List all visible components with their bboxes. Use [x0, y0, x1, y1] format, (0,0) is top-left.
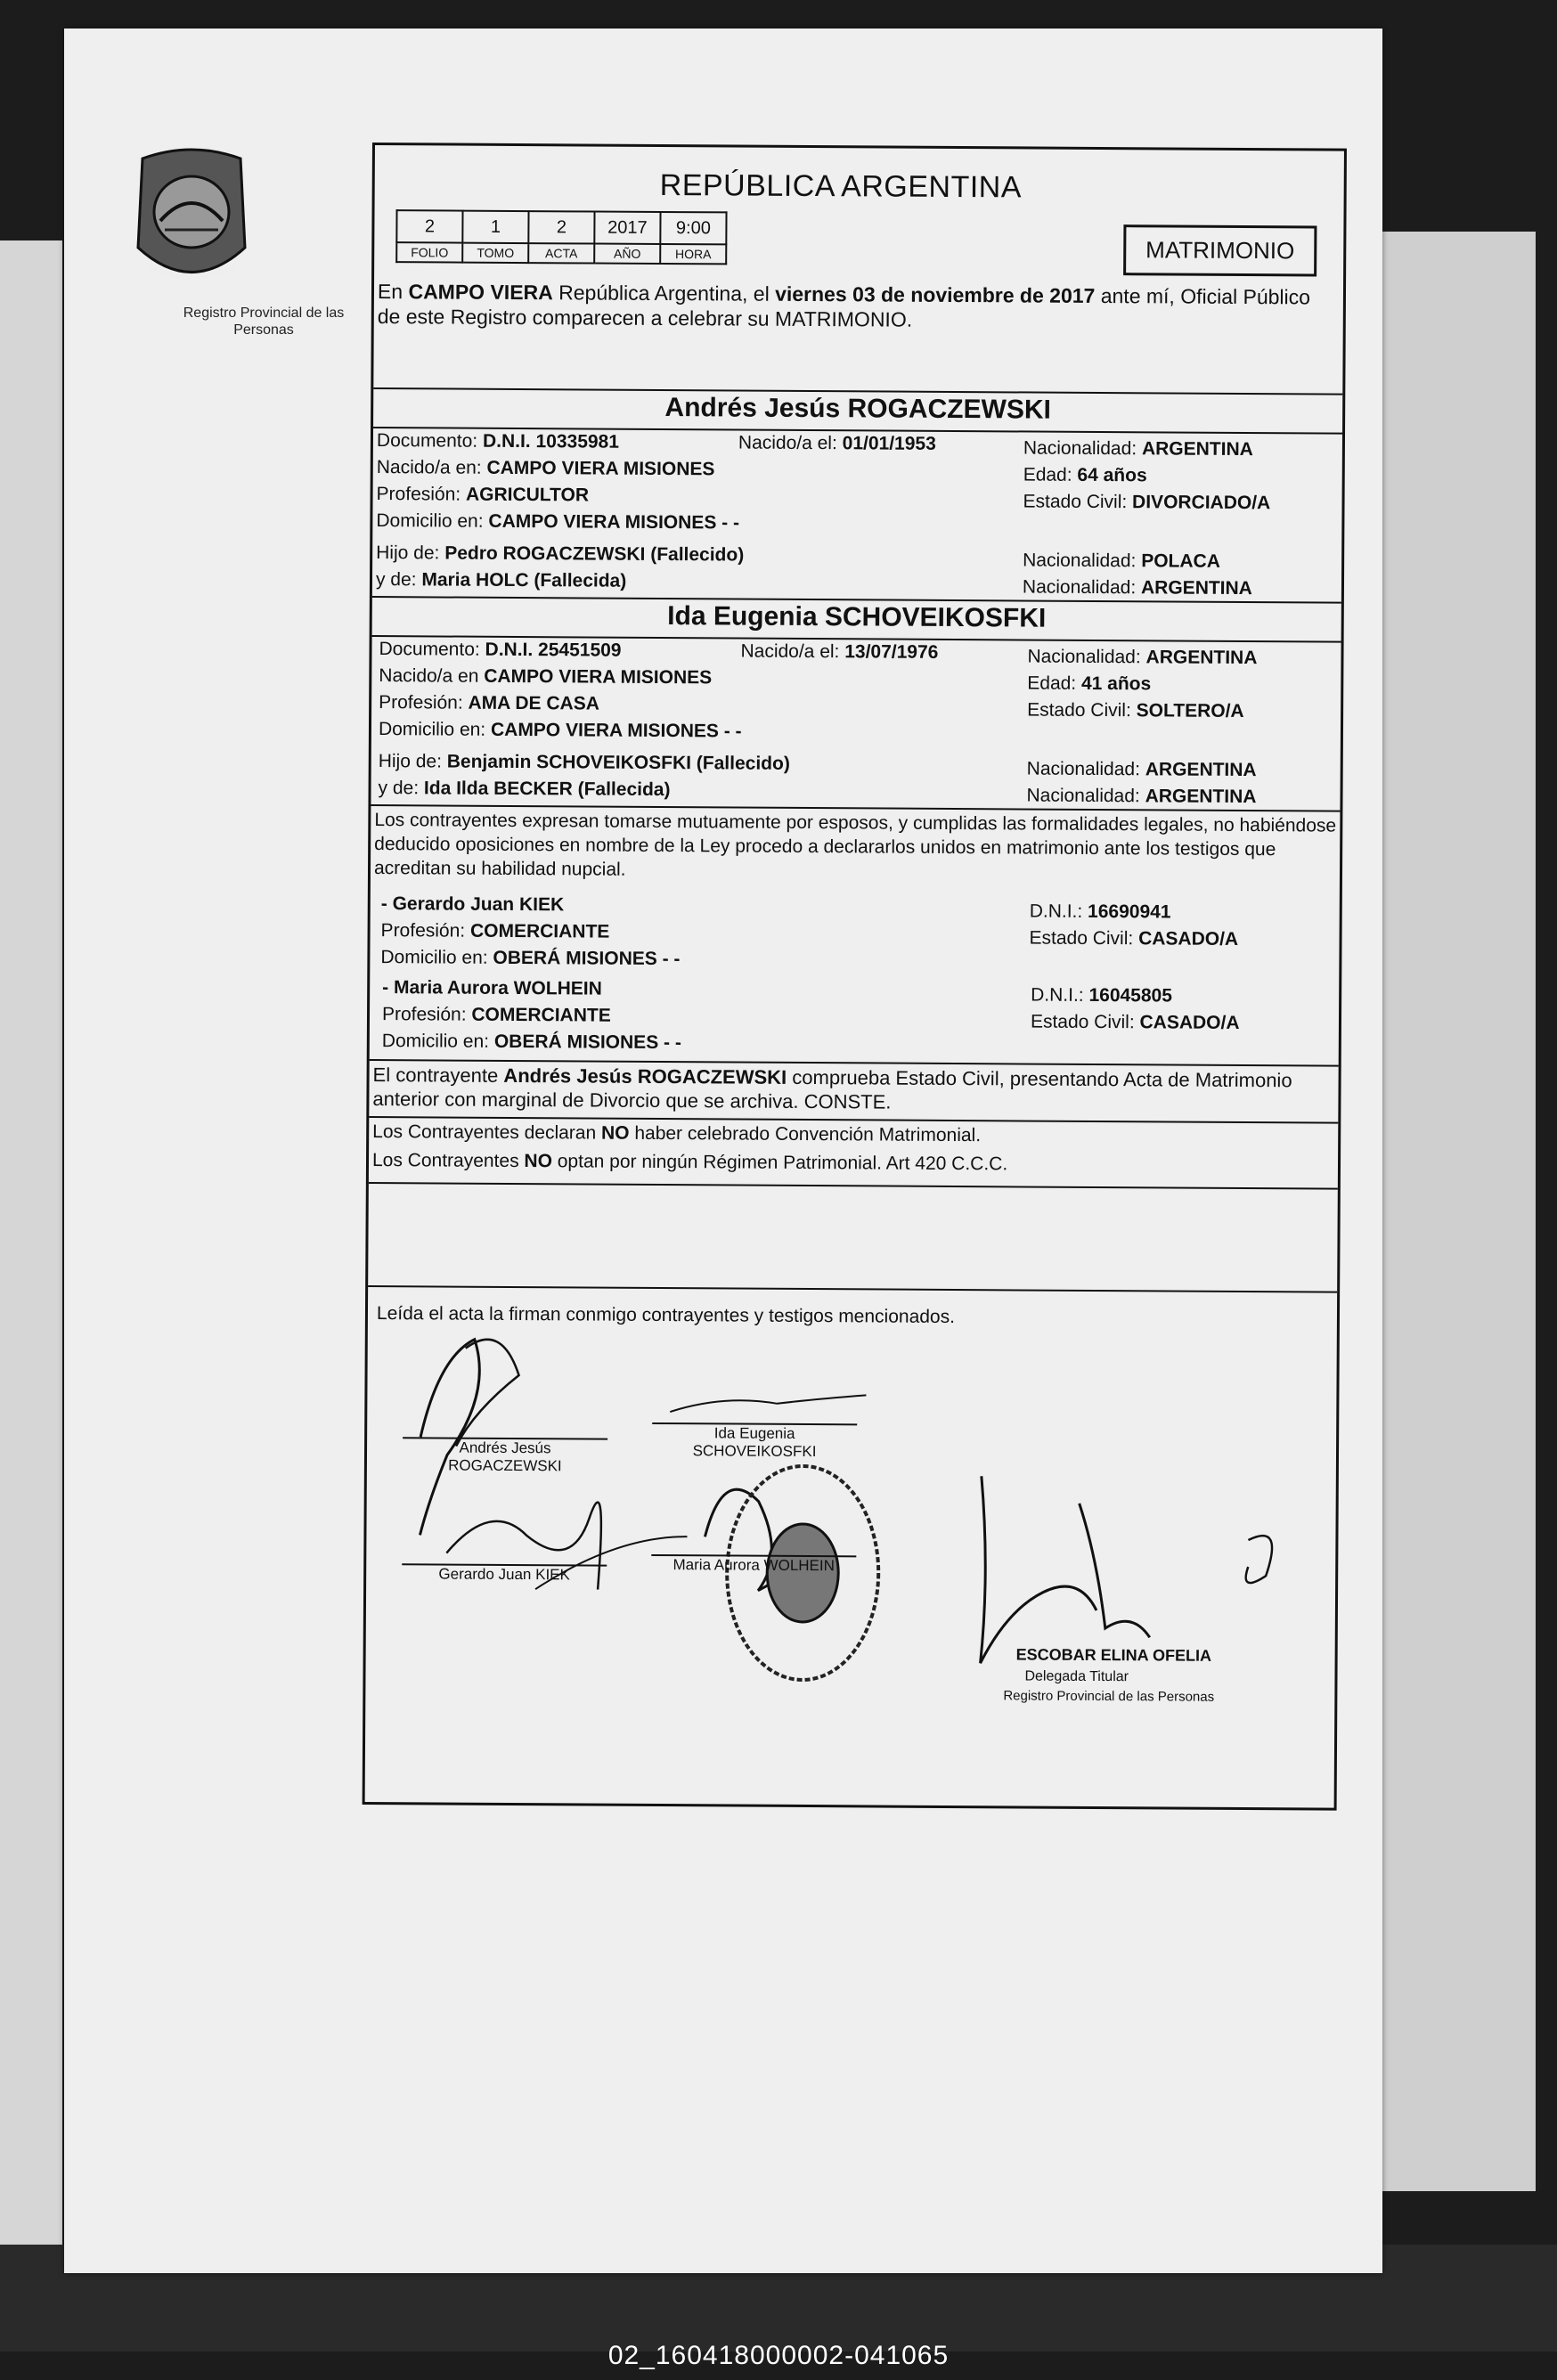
bride-age: Edad: 41 años: [1027, 672, 1152, 695]
groom-address: Domicilio en: CAMPO VIERA MISIONES - -: [376, 510, 740, 534]
witness2-name: - Maria Aurora WOLHEIN: [382, 977, 602, 999]
groom-nationality: Nacionalidad: ARGENTINA: [1023, 437, 1253, 461]
file-id: 02_160418000002-041065: [607, 2341, 950, 2370]
witness1-civil-status: Estado Civil: CASADO/A: [1029, 927, 1239, 950]
officer-stamp-role: Delegada Titular: [1024, 1668, 1129, 1685]
bride-document: Documento: D.N.I. 25451509: [379, 639, 622, 661]
acta-value: 2: [528, 211, 594, 243]
witness1-name: - Gerardo Juan KIEK: [380, 893, 565, 916]
bride-address: Domicilio en: CAMPO VIERA MISIONES - -: [378, 719, 742, 742]
country-title: REPÚBLICA ARGENTINA: [659, 167, 1023, 205]
hora-value: 9:00: [660, 212, 726, 244]
groom-birthplace: Nacido/a en: CAMPO VIERA MISIONES: [376, 457, 715, 480]
misiones-seal-logo: [125, 141, 258, 301]
bride-civil-status: Estado Civil: SOLTERO/A: [1027, 699, 1244, 721]
witness2-dni: D.N.I.: 16045805: [1031, 984, 1173, 1007]
tomo-value: 1: [462, 211, 528, 243]
witness2-signature-name: Maria Aurora WOLHEIN: [673, 1556, 835, 1575]
ano-label: AÑO: [594, 244, 660, 264]
regime-note: Los Contrayentes NO optan por ningún Régimen Patrimonial. Art 420 C.C.C.: [371, 1150, 1008, 1175]
groom-birth-date: Nacido/a el: 01/01/1953: [738, 432, 936, 454]
groom-document: Documento: D.N.I. 10335981: [376, 430, 620, 452]
groom-profession: Profesión: AGRICULTOR: [376, 484, 590, 506]
witness1-signature-name: Gerardo Juan KIEK: [438, 1565, 570, 1584]
bride-profession: Profesión: AMA DE CASA: [379, 692, 600, 714]
witness2-profession: Profesión: COMERCIANTE: [381, 1004, 611, 1026]
bride-father: Hijo de: Benjamin SCHOVEIKOSFKI (Fallecido): [378, 751, 790, 774]
bride-birthplace: Nacido/a en CAMPO VIERA MISIONES: [379, 665, 713, 689]
background-book-left: [0, 240, 62, 2280]
folio-label: FOLIO: [396, 242, 462, 262]
groom-age: Edad: 64 años: [1023, 464, 1147, 486]
groom-civil-status: Estado Civil: DIVORCIADO/A: [1023, 491, 1271, 514]
bride-mother-nationality: Nacionalidad: ARGENTINA: [1026, 785, 1257, 808]
convention-note: Los Contrayentes declaran NO haber celebrado Convención Matrimonial.: [372, 1121, 982, 1146]
witness1-profession: Profesión: COMERCIANTE: [380, 920, 610, 942]
bride-birth-date: Nacido/a el: 13/07/1976: [740, 640, 939, 663]
tomo-label: TOMO: [462, 243, 528, 263]
officer-stamp-name: ESCOBAR ELINA OFELIA: [1015, 1645, 1212, 1665]
bride-name: Ida Eugenia SCHOVEIKOSFKI: [667, 601, 1047, 633]
act-frame: [363, 143, 1347, 1811]
groom-mother: y de: Maria HOLC (Fallecida): [375, 569, 627, 591]
witness2-address: Domicilio en: OBERÁ MISIONES - -: [381, 1031, 681, 1054]
groom-name: Andrés Jesús ROGACZEWSKI: [664, 393, 1051, 425]
act-type-box: MATRIMONIO: [1123, 224, 1317, 276]
ceremony-text: Los contrayentes expresan tomarse mutuamente por esposos, y cumplidas las formalidades legales, no habiéndose deducido oposiciones en nombre de la Ley procedo a declararlos unidos en matrimonio ante los testigos que acreditan su habilidad nupcial.: [373, 810, 1337, 880]
witness1-address: Domicilio en: OBERÁ MISIONES - -: [380, 947, 681, 970]
witness1-dni: D.N.I.: 16690941: [1029, 901, 1171, 923]
divorce-note: El contrayente Andrés Jesús ROGACZEWSKI comprueba Estado Civil, presentando Acta de Matrimonio anterior con marginal de Divorcio que se archiva. CONSTE.: [372, 1064, 1292, 1113]
groom-father-nationality: Nacionalidad: POLACA: [1023, 550, 1220, 572]
folio-value: 2: [396, 210, 462, 242]
signatures-statement: Leída el acta la firman conmigo contrayentes y testigos mencionados.: [376, 1303, 956, 1328]
groom-father: Hijo de: Pedro ROGACZEWSKI (Fallecido): [376, 542, 745, 566]
groom-signature-name: Andrés Jesús ROGACZEWSKI: [448, 1439, 562, 1475]
officer-stamp-org: Registro Provincial de las Personas: [1003, 1688, 1215, 1705]
hora-label: HORA: [660, 244, 726, 264]
acta-label: ACTA: [528, 243, 594, 263]
bride-signature-name: Ida Eugenia SCHOVEIKOSFKI: [692, 1424, 817, 1461]
ano-value: 2017: [594, 212, 660, 244]
intro-paragraph: En CAMPO VIERA República Argentina, el viernes 03 de noviembre de 2017 ante mí, Oficial Público de este Registro comparecen a celebrar su MATRIMONIO.: [377, 280, 1311, 331]
bride-nationality: Nacionalidad: ARGENTINA: [1027, 646, 1258, 669]
bride-father-nationality: Nacionalidad: ARGENTINA: [1026, 758, 1257, 781]
witness2-civil-status: Estado Civil: CASADO/A: [1030, 1011, 1240, 1033]
seal-caption: Registro Provincial de las Personas: [183, 306, 345, 338]
bride-mother: y de: Ida Ilda BECKER (Fallecida): [378, 778, 671, 801]
groom-mother-nationality: Nacionalidad: ARGENTINA: [1022, 576, 1252, 599]
